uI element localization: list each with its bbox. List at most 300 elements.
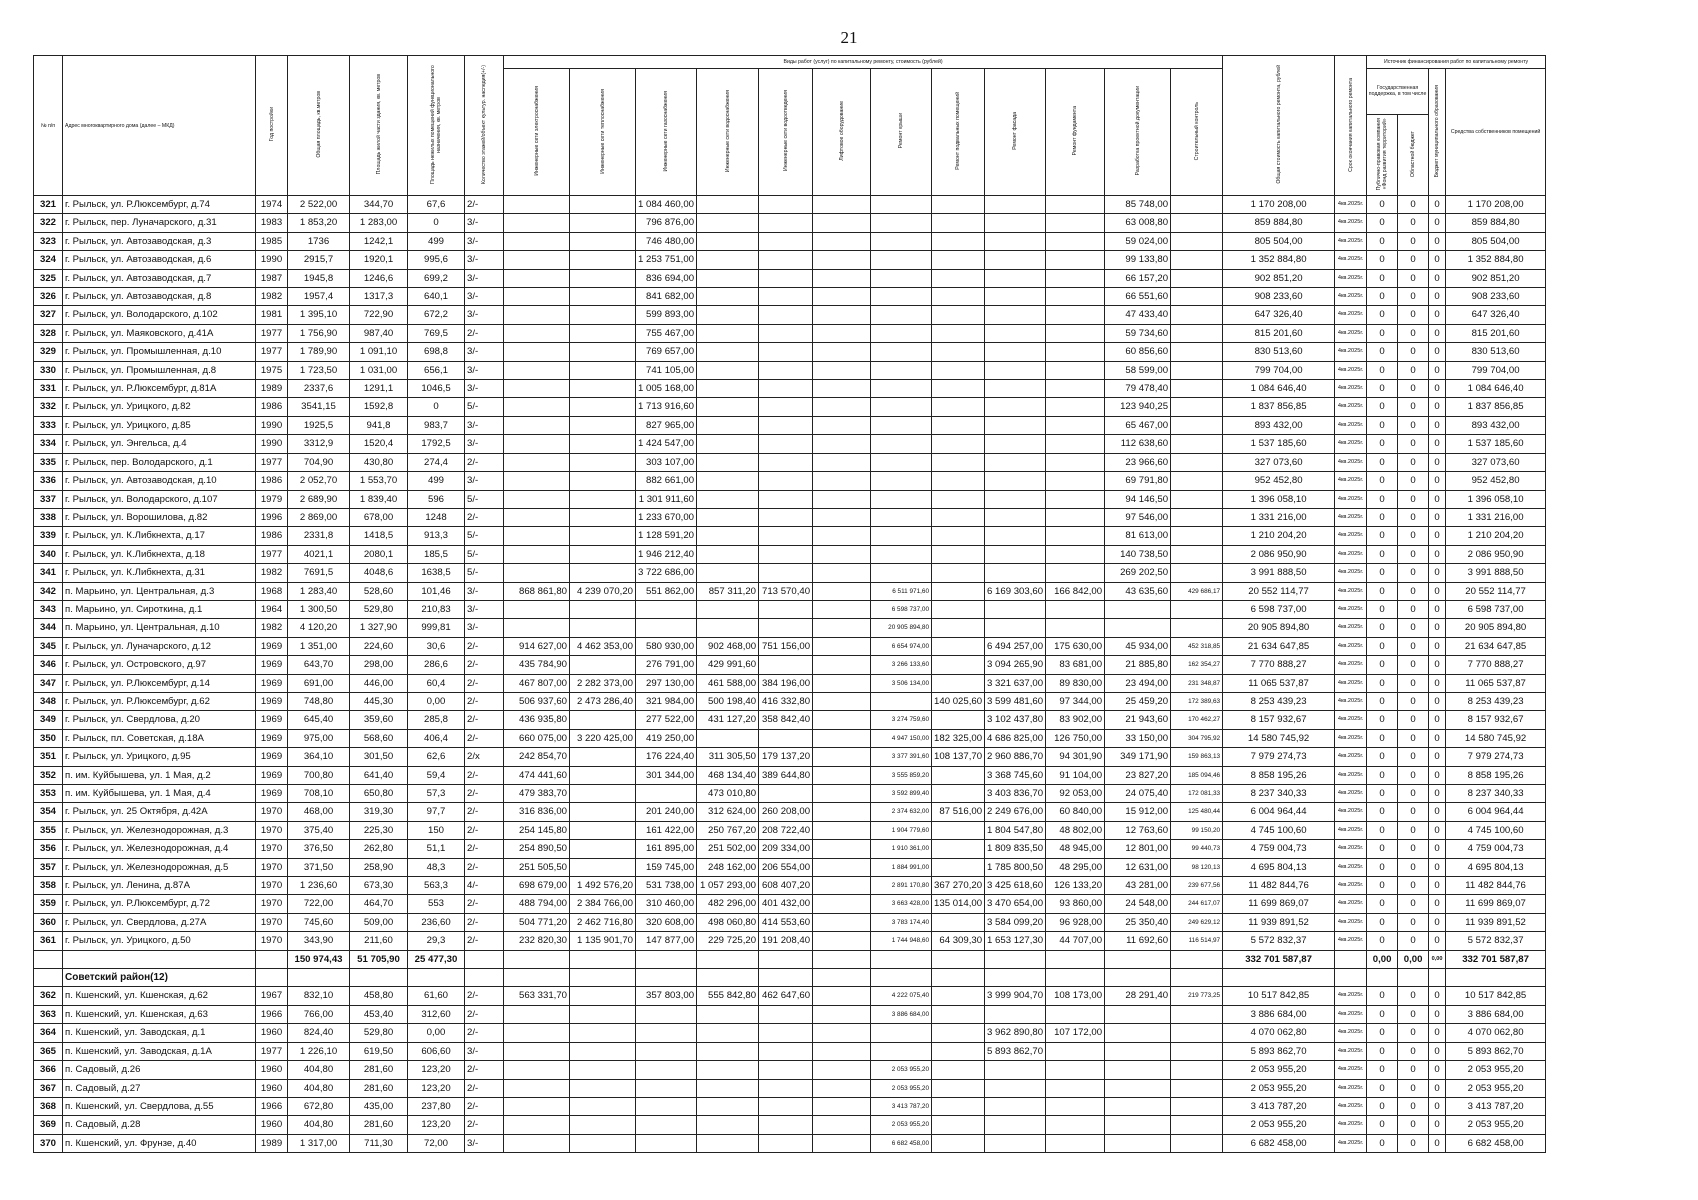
total-area-cell: 2 689,90 (288, 490, 350, 508)
header-lift: Лифтовое оборудование (813, 69, 871, 196)
sewerage-cell: 416 332,80 (759, 692, 813, 710)
design-docs-cell: 66 157,20 (1105, 269, 1171, 287)
facade-cell (985, 545, 1046, 563)
nonresidential-area-cell: 913,3 (408, 527, 465, 545)
year-cell: 1970 (256, 877, 288, 895)
sewerage-cell (759, 1024, 813, 1042)
facade-cell: 5 893 862,70 (985, 1042, 1046, 1060)
floors-cell: 2/- (465, 674, 504, 692)
nonresidential-area-cell: 995,6 (408, 251, 465, 269)
design-docs-cell (1105, 1097, 1171, 1115)
deadline-cell: 4кв.2025г. (1335, 1005, 1367, 1023)
nonresidential-area-cell: 62,6 (408, 748, 465, 766)
foundation-cell (1046, 453, 1105, 471)
floors-cell: 3/- (465, 435, 504, 453)
living-area-cell: 435,00 (350, 1097, 408, 1115)
year-cell: 1969 (256, 711, 288, 729)
year-cell: 1970 (256, 840, 288, 858)
regional-budget-cell: 0 (1398, 913, 1429, 931)
electricity-cell (504, 490, 570, 508)
floors-cell: 2/х (465, 748, 504, 766)
gas-cell (636, 785, 697, 803)
facade-cell (985, 600, 1046, 618)
no-cell: 361 (34, 932, 63, 950)
living-area-cell: 529,80 (350, 1024, 408, 1042)
facade-cell: 3 999 904,70 (985, 987, 1046, 1005)
header-total-area: Общая площадь, кв.метров (288, 56, 350, 196)
gas-cell: 796 876,00 (636, 214, 697, 232)
living-area-cell: 509,00 (350, 913, 408, 931)
territory-fund-cell: 0 (1367, 1097, 1398, 1115)
owners-funds-cell: 8 157 932,67 (1446, 711, 1546, 729)
regional-budget-cell: 0 (1398, 1116, 1429, 1134)
empty-cell (570, 950, 636, 968)
empty-cell (759, 950, 813, 968)
design-docs-cell: 81 613,00 (1105, 527, 1171, 545)
heating-cell (570, 858, 636, 876)
heating-cell (570, 380, 636, 398)
living-area-cell: 281,60 (350, 1061, 408, 1079)
lift-cell (813, 232, 871, 250)
water-supply-cell (697, 1061, 759, 1079)
no-cell: 368 (34, 1097, 63, 1115)
empty-cell (1367, 969, 1398, 987)
address-cell: г. Рыльск, ул. Промышленная, д.8 (63, 361, 256, 379)
year-cell: 1960 (256, 1079, 288, 1097)
basement-cell (932, 619, 985, 637)
floors-cell: 2/- (465, 1116, 504, 1134)
regional-budget-cell: 0 (1398, 637, 1429, 655)
construction-control-cell (1171, 1024, 1223, 1042)
municipal-budget-cell: 0 (1429, 619, 1446, 637)
roof-cell (871, 343, 932, 361)
address-cell: п. Садовый, д.27 (63, 1079, 256, 1097)
living-area-cell: 641,40 (350, 766, 408, 784)
living-area-cell: 225,30 (350, 821, 408, 839)
no-cell: 322 (34, 214, 63, 232)
total-municipal-cell: 0,00 (1429, 950, 1446, 968)
facade-cell (985, 416, 1046, 434)
lift-cell (813, 472, 871, 490)
electricity-cell: 479 383,70 (504, 785, 570, 803)
regional-budget-cell: 0 (1398, 1097, 1429, 1115)
construction-control-cell (1171, 214, 1223, 232)
regional-budget-cell: 0 (1398, 729, 1429, 747)
construction-control-cell (1171, 380, 1223, 398)
year-cell: 1977 (256, 545, 288, 563)
water-supply-cell (697, 453, 759, 471)
total-area-cell: 2331,8 (288, 527, 350, 545)
lift-cell (813, 398, 871, 416)
territory-fund-cell: 0 (1367, 877, 1398, 895)
lift-cell (813, 748, 871, 766)
total-area-cell: 691,00 (288, 674, 350, 692)
gas-cell: 769 657,00 (636, 343, 697, 361)
year-cell: 1970 (256, 821, 288, 839)
municipal-budget-cell: 0 (1429, 656, 1446, 674)
foundation-cell (1046, 1042, 1105, 1060)
living-area-cell: 528,60 (350, 582, 408, 600)
nonresidential-area-cell: 57,3 (408, 785, 465, 803)
sewerage-cell: 401 432,00 (759, 895, 813, 913)
foundation-cell: 126 750,00 (1046, 729, 1105, 747)
gas-cell: 297 130,00 (636, 674, 697, 692)
basement-cell (932, 453, 985, 471)
nonresidential-area-cell: 185,5 (408, 545, 465, 563)
living-area-cell: 1317,3 (350, 288, 408, 306)
foundation-cell (1046, 288, 1105, 306)
no-cell: 342 (34, 582, 63, 600)
gas-cell (636, 619, 697, 637)
total-cost-cell: 2 086 950,90 (1223, 545, 1335, 563)
territory-fund-cell: 0 (1367, 490, 1398, 508)
owners-funds-cell: 5 572 832,37 (1446, 932, 1546, 950)
nonresidential-area-cell: 285,8 (408, 711, 465, 729)
nonresidential-area-cell: 67,6 (408, 196, 465, 214)
roof-cell: 1 910 361,00 (871, 840, 932, 858)
regional-budget-cell: 0 (1398, 1079, 1429, 1097)
basement-cell: 64 309,30 (932, 932, 985, 950)
construction-control-cell: 244 617,07 (1171, 895, 1223, 913)
header-construction-control: Строительный контроль (1171, 69, 1223, 196)
municipal-budget-cell: 0 (1429, 508, 1446, 526)
foundation-cell (1046, 1079, 1105, 1097)
no-cell: 346 (34, 656, 63, 674)
lift-cell (813, 674, 871, 692)
empty-cell (813, 950, 871, 968)
regional-budget-cell: 0 (1398, 508, 1429, 526)
lift-cell (813, 361, 871, 379)
nonresidential-area-cell: 210,83 (408, 600, 465, 618)
no-cell: 362 (34, 987, 63, 1005)
no-cell: 370 (34, 1134, 63, 1152)
water-supply-cell: 229 725,20 (697, 932, 759, 950)
sewerage-cell (759, 1116, 813, 1134)
sewerage-cell (759, 545, 813, 563)
living-area-cell: 281,60 (350, 1079, 408, 1097)
deadline-cell: 4кв.2025г. (1335, 324, 1367, 342)
gas-cell: 827 965,00 (636, 416, 697, 434)
total-area-cell: 375,40 (288, 821, 350, 839)
electricity-cell (504, 380, 570, 398)
total-cost-cell: 5 893 862,70 (1223, 1042, 1335, 1060)
facade-cell: 3 584 099,20 (985, 913, 1046, 931)
heating-cell: 4 239 070,20 (570, 582, 636, 600)
municipal-budget-cell: 0 (1429, 435, 1446, 453)
deadline-cell: 4кв.2025г. (1335, 380, 1367, 398)
empty-cell (636, 950, 697, 968)
electricity-cell (504, 324, 570, 342)
table-row (34, 1061, 1546, 1079)
facade-cell: 3 368 745,60 (985, 766, 1046, 784)
deadline-cell: 4кв.2025г. (1335, 453, 1367, 471)
sewerage-cell (759, 453, 813, 471)
owners-funds-cell: 11 482 844,76 (1446, 877, 1546, 895)
electricity-cell (504, 196, 570, 214)
construction-control-cell (1171, 1097, 1223, 1115)
table-row (34, 288, 1546, 306)
header-roof: Ремонт крыши (871, 69, 932, 196)
sewerage-cell (759, 361, 813, 379)
empty-cell (1171, 950, 1223, 968)
roof-cell: 4 947 150,00 (871, 729, 932, 747)
page-number: 21 (840, 28, 858, 47)
empty-cell (871, 969, 932, 987)
territory-fund-cell: 0 (1367, 324, 1398, 342)
total-owners-cell: 332 701 587,87 (1446, 950, 1546, 968)
header-design-docs: Разработка проектной документации (1105, 69, 1171, 196)
design-docs-cell: 79 478,40 (1105, 380, 1171, 398)
electricity-cell (504, 251, 570, 269)
total-cost-cell: 902 851,20 (1223, 269, 1335, 287)
nonresidential-area-cell: 150 (408, 821, 465, 839)
territory-fund-cell: 0 (1367, 251, 1398, 269)
municipal-budget-cell: 0 (1429, 361, 1446, 379)
address-cell: г. Рыльск, ул. Володарского, д.107 (63, 490, 256, 508)
regional-budget-cell: 0 (1398, 214, 1429, 232)
total-cost-cell: 14 580 745,92 (1223, 729, 1335, 747)
nonresidential-area-cell: 123,20 (408, 1079, 465, 1097)
foundation-cell: 97 344,00 (1046, 692, 1105, 710)
table-row (34, 306, 1546, 324)
basement-cell (932, 1134, 985, 1152)
total-cost-cell: 830 513,60 (1223, 343, 1335, 361)
design-docs-cell: 43 635,60 (1105, 582, 1171, 600)
territory-fund-cell: 0 (1367, 508, 1398, 526)
gas-cell: 599 893,00 (636, 306, 697, 324)
municipal-budget-cell: 0 (1429, 1079, 1446, 1097)
living-area-cell: 224,60 (350, 637, 408, 655)
empty-cell (63, 950, 256, 968)
empty-cell (932, 969, 985, 987)
nonresidential-area-cell: 101,46 (408, 582, 465, 600)
construction-control-cell: 125 480,44 (1171, 803, 1223, 821)
year-cell: 1986 (256, 472, 288, 490)
municipal-budget-cell: 0 (1429, 877, 1446, 895)
water-supply-cell (697, 1116, 759, 1134)
lift-cell (813, 637, 871, 655)
floors-cell: 5/- (465, 490, 504, 508)
total-area-cell: 1 236,60 (288, 877, 350, 895)
owners-funds-cell: 14 580 745,92 (1446, 729, 1546, 747)
total-regional-cell: 0,00 (1398, 950, 1429, 968)
floors-cell: 3/- (465, 232, 504, 250)
heating-cell: 1 135 901,70 (570, 932, 636, 950)
sewerage-cell (759, 1042, 813, 1060)
no-cell: 341 (34, 564, 63, 582)
gas-cell (636, 1097, 697, 1115)
year-cell: 1960 (256, 1061, 288, 1079)
total-cost-cell: 2 053 955,20 (1223, 1079, 1335, 1097)
electricity-cell: 868 861,80 (504, 582, 570, 600)
roof-cell: 1 884 991,00 (871, 858, 932, 876)
territory-fund-cell: 0 (1367, 435, 1398, 453)
design-docs-cell: 33 150,00 (1105, 729, 1171, 747)
floors-cell: 3/- (465, 380, 504, 398)
no-cell: 364 (34, 1024, 63, 1042)
territory-fund-cell: 0 (1367, 306, 1398, 324)
municipal-budget-cell: 0 (1429, 913, 1446, 931)
sewerage-cell: 179 137,20 (759, 748, 813, 766)
territory-fund-cell: 0 (1367, 803, 1398, 821)
year-cell: 1982 (256, 288, 288, 306)
municipal-budget-cell: 0 (1429, 527, 1446, 545)
address-cell: г. Рыльск, ул. Автозаводская, д.6 (63, 251, 256, 269)
total-cost-cell: 893 432,00 (1223, 416, 1335, 434)
table-row (34, 656, 1546, 674)
regional-budget-cell: 0 (1398, 619, 1429, 637)
construction-control-cell: 170 462,27 (1171, 711, 1223, 729)
construction-control-cell (1171, 1042, 1223, 1060)
municipal-budget-cell: 0 (1429, 324, 1446, 342)
construction-control-cell (1171, 472, 1223, 490)
year-cell: 1968 (256, 582, 288, 600)
construction-control-cell (1171, 545, 1223, 563)
nonresidential-area-cell: 499 (408, 232, 465, 250)
lift-cell (813, 490, 871, 508)
total-cost-cell: 1 837 856,85 (1223, 398, 1335, 416)
water-supply-cell (697, 1097, 759, 1115)
gas-cell: 531 738,00 (636, 877, 697, 895)
design-docs-cell: 15 912,00 (1105, 803, 1171, 821)
sewerage-cell (759, 527, 813, 545)
electricity-cell (504, 472, 570, 490)
water-supply-cell: 902 468,00 (697, 637, 759, 655)
roof-cell: 3 886 684,00 (871, 1005, 932, 1023)
living-area-cell: 2080,1 (350, 545, 408, 563)
empty-cell (256, 969, 288, 987)
municipal-budget-cell: 0 (1429, 545, 1446, 563)
heating-cell (570, 600, 636, 618)
foundation-cell: 48 295,00 (1046, 858, 1105, 876)
basement-cell (932, 306, 985, 324)
foundation-cell (1046, 398, 1105, 416)
foundation-cell: 92 053,00 (1046, 785, 1105, 803)
year-cell: 1970 (256, 803, 288, 821)
design-docs-cell: 60 856,60 (1105, 343, 1171, 361)
sewerage-cell (759, 1097, 813, 1115)
owners-funds-cell: 7 770 888,27 (1446, 656, 1546, 674)
floors-cell: 2/- (465, 840, 504, 858)
nonresidential-area-cell: 1638,5 (408, 564, 465, 582)
total-area-cell: 343,90 (288, 932, 350, 950)
roof-cell: 6 682 458,00 (871, 1134, 932, 1152)
floors-cell: 2/- (465, 1097, 504, 1115)
address-cell: г. Рыльск, ул. Маяковского, д.41А (63, 324, 256, 342)
regional-budget-cell: 0 (1398, 840, 1429, 858)
floors-cell: 2/- (465, 1005, 504, 1023)
basement-cell (932, 785, 985, 803)
lift-cell (813, 785, 871, 803)
basement-cell (932, 858, 985, 876)
municipal-budget-cell: 0 (1429, 288, 1446, 306)
address-cell: г. Рыльск, ул. Урицкого, д.50 (63, 932, 256, 950)
design-docs-cell: 12 763,60 (1105, 821, 1171, 839)
no-cell: 352 (34, 766, 63, 784)
water-supply-cell (697, 490, 759, 508)
construction-control-cell (1171, 251, 1223, 269)
living-area-cell: 430,80 (350, 453, 408, 471)
facade-cell (985, 1005, 1046, 1023)
empty-cell (985, 950, 1046, 968)
header-electricity: Инженерные сети электроснабжения (504, 69, 570, 196)
deadline-cell: 4кв.2025г. (1335, 288, 1367, 306)
basement-cell (932, 343, 985, 361)
regional-budget-cell: 0 (1398, 324, 1429, 342)
design-docs-cell: 112 638,60 (1105, 435, 1171, 453)
electricity-cell (504, 508, 570, 526)
year-cell: 1990 (256, 251, 288, 269)
foundation-cell (1046, 380, 1105, 398)
floors-cell: 2/- (465, 656, 504, 674)
construction-control-cell (1171, 288, 1223, 306)
electricity-cell (504, 1042, 570, 1060)
construction-control-cell: 304 795,92 (1171, 729, 1223, 747)
nonresidential-area-cell: 1792,5 (408, 435, 465, 453)
municipal-budget-cell: 0 (1429, 453, 1446, 471)
municipal-budget-cell: 0 (1429, 600, 1446, 618)
living-area-cell: 301,50 (350, 748, 408, 766)
lift-cell (813, 1116, 871, 1134)
heating-cell (570, 435, 636, 453)
lift-cell (813, 932, 871, 950)
total-area-cell: 745,60 (288, 913, 350, 931)
electricity-cell (504, 1134, 570, 1152)
floors-cell: 2/- (465, 711, 504, 729)
header-basement: Ремонт подвальных помещений (932, 69, 985, 196)
electricity-cell: 436 935,80 (504, 711, 570, 729)
facade-cell (985, 1134, 1046, 1152)
heating-cell (570, 1024, 636, 1042)
lift-cell (813, 214, 871, 232)
territory-fund-cell: 0 (1367, 398, 1398, 416)
nonresidential-area-cell: 698,8 (408, 343, 465, 361)
table-row (34, 361, 1546, 379)
water-supply-cell (697, 1042, 759, 1060)
facade-cell (985, 619, 1046, 637)
gas-cell: 551 862,00 (636, 582, 697, 600)
table-row (34, 196, 1546, 214)
electricity-cell: 254 890,50 (504, 840, 570, 858)
design-docs-cell: 69 791,80 (1105, 472, 1171, 490)
deadline-cell: 4кв.2025г. (1335, 932, 1367, 950)
construction-control-cell (1171, 343, 1223, 361)
total-area-cell: 1945,8 (288, 269, 350, 287)
construction-control-cell: 99 440,73 (1171, 840, 1223, 858)
total-area-cell: 704,90 (288, 453, 350, 471)
address-cell: г. Рыльск, пер. Володарского, д.1 (63, 453, 256, 471)
water-supply-cell (697, 343, 759, 361)
basement-cell (932, 214, 985, 232)
living-area-cell: 319,30 (350, 803, 408, 821)
heating-cell (570, 1079, 636, 1097)
foundation-cell: 166 842,00 (1046, 582, 1105, 600)
empty-cell (504, 969, 570, 987)
roof-cell (871, 288, 932, 306)
lift-cell (813, 564, 871, 582)
nonresidential-area-cell: 606,60 (408, 1042, 465, 1060)
total-area-cell: 1 317,00 (288, 1134, 350, 1152)
no-cell: 340 (34, 545, 63, 563)
facade-cell (985, 453, 1046, 471)
municipal-budget-cell: 0 (1429, 674, 1446, 692)
lift-cell (813, 656, 871, 674)
design-docs-cell: 97 546,00 (1105, 508, 1171, 526)
basement-cell (932, 987, 985, 1005)
total-cost-cell: 8 253 439,23 (1223, 692, 1335, 710)
foundation-cell: 126 133,20 (1046, 877, 1105, 895)
facade-cell: 1 809 835,50 (985, 840, 1046, 858)
